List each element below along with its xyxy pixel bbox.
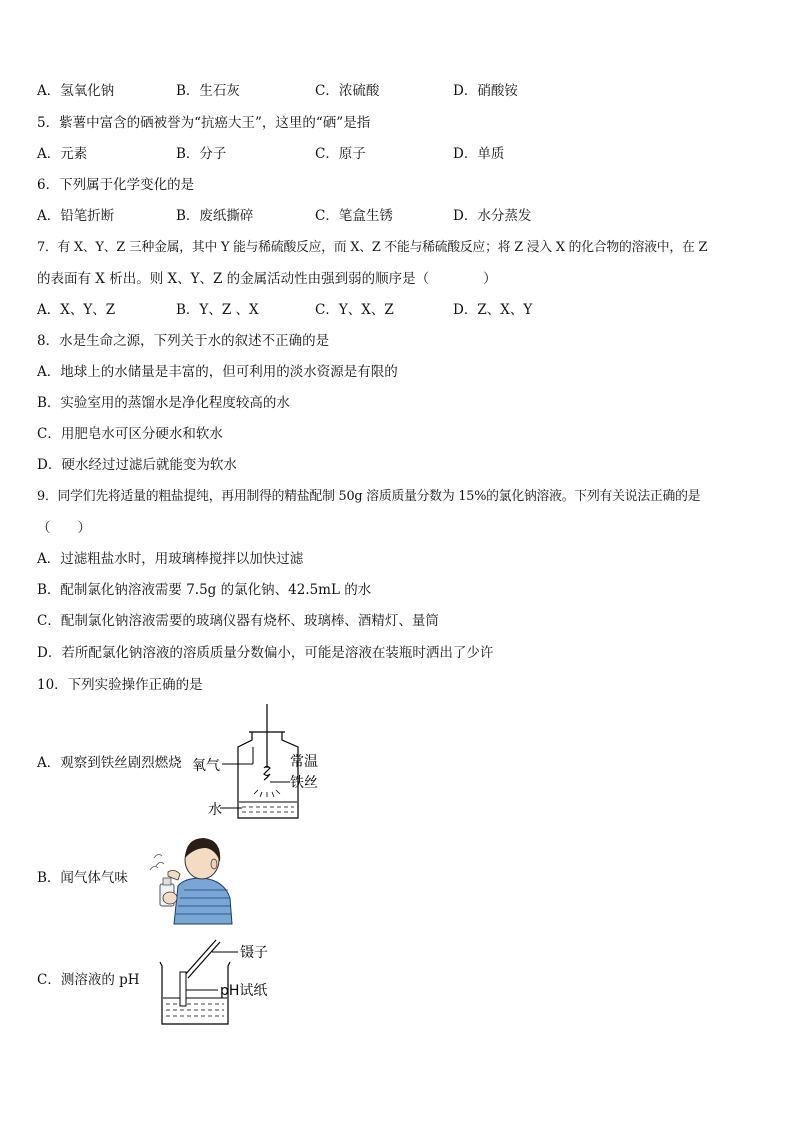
q7-option-d: D．Z、X、Y — [453, 302, 533, 318]
q8-stem: 8．水是生命之源，下列关于水的叙述不正确的是 — [37, 333, 330, 349]
label-water: 水 — [208, 802, 222, 818]
q7-stem-line1: 7．有 X、Y、Z 三种金属，其中 Y 能与稀硫酸反应，而 X、Z 不能与稀硫酸反应；将 Z 浸入 X 的化合物的溶液中，在 Z — [37, 240, 708, 255]
q6-option-a: A．铅笔折断 — [37, 208, 115, 224]
iron-coil — [264, 767, 270, 781]
label-oxygen: 氧气 — [192, 758, 220, 774]
q4-option-c: C．浓硫酸 — [315, 83, 380, 99]
q7-option-c: C．Y、X、Z — [315, 302, 394, 318]
q5-option-c: C．原子 — [315, 146, 366, 162]
label-room-temp: 常温 — [290, 754, 318, 770]
q10-stem: 10．下列实验操作正确的是 — [37, 677, 203, 693]
q7-option-a: A．X、Y、Z — [37, 302, 116, 318]
ph-test-figure — [156, 938, 276, 1026]
q8-option-b: B．实验室用的蒸馏水是净化程度较高的水 — [37, 395, 290, 411]
q5-option-b: B．分子 — [176, 146, 227, 162]
q9-option-a: A．过滤粗盐水时，用玻璃棒搅拌以加快过滤 — [37, 551, 304, 567]
q6-option-d: D．水分蒸发 — [453, 208, 532, 224]
q9-stem-line2: （ ） — [37, 520, 91, 536]
tweezers — [184, 940, 216, 976]
q8-option-c: C．用肥皂水可区分硬水和软水 — [37, 426, 223, 442]
q5-stem: 5．紫薯中富含的硒被誉为“抗癌大王”，这里的“硒”是指 — [37, 115, 371, 131]
q5-option-d: D．单质 — [453, 146, 505, 162]
q4-option-b: B．生石灰 — [176, 83, 240, 99]
q6-stem: 6．下列属于化学变化的是 — [37, 177, 195, 193]
q6-option-b: B．废纸撕碎 — [176, 208, 254, 224]
ph-paper-strip — [180, 972, 186, 1006]
q10-option-c: C．测溶液的 pH — [37, 972, 140, 988]
q5-option-a: A．元素 — [37, 146, 88, 162]
q7-stem-line2: 的表面有 X 析出。则 X、Y、Z 的金属活动性由强到弱的顺序是（ ） — [37, 271, 497, 287]
gas-bottle-figure — [186, 702, 336, 822]
q4-option-d: D．硝酸铵 — [453, 83, 518, 99]
q9-option-c: C．配制氯化钠溶液需要的玻璃仪器有烧杯、玻璃棒、酒精灯、量筒 — [37, 613, 439, 629]
q10-option-b: B．闻气体气味 — [37, 870, 128, 886]
label-iron-wire: 铁丝 — [290, 775, 318, 791]
q8-option-d: D．硬水经过过滤后就能变为软水 — [37, 457, 237, 473]
q10-option-a: A．观察到铁丝剧烈燃烧 — [37, 755, 182, 771]
q7-option-b: B．Y、Z 、X — [176, 302, 259, 318]
label-tweezers: 镊子 — [240, 945, 268, 961]
q6-option-c: C．笔盒生锈 — [315, 208, 393, 224]
q9-option-d: D．若所配氯化钠溶液的溶质质量分数偏小，可能是溶液在装瓶时洒出了少许 — [37, 645, 494, 661]
q8-option-a: A．地球上的水储量是丰富的，但可利用的淡水资源是有限的 — [37, 364, 398, 380]
label-ph-paper: pH试纸 — [220, 983, 268, 999]
q9-stem-line1: 9．同学们先将适量的粗盐提纯，再用制得的精盐配制 50g 溶质质量分数为 15%的氯化钠溶液。下列有关说法正确的是 — [37, 489, 701, 504]
smelling-gas-illustration — [144, 828, 234, 926]
q4-option-a: A．氢氧化钠 — [37, 83, 115, 99]
q9-option-b: B．配制氯化钠溶液需要 7.5g 的氯化钠、42.5mL 的水 — [37, 582, 372, 598]
